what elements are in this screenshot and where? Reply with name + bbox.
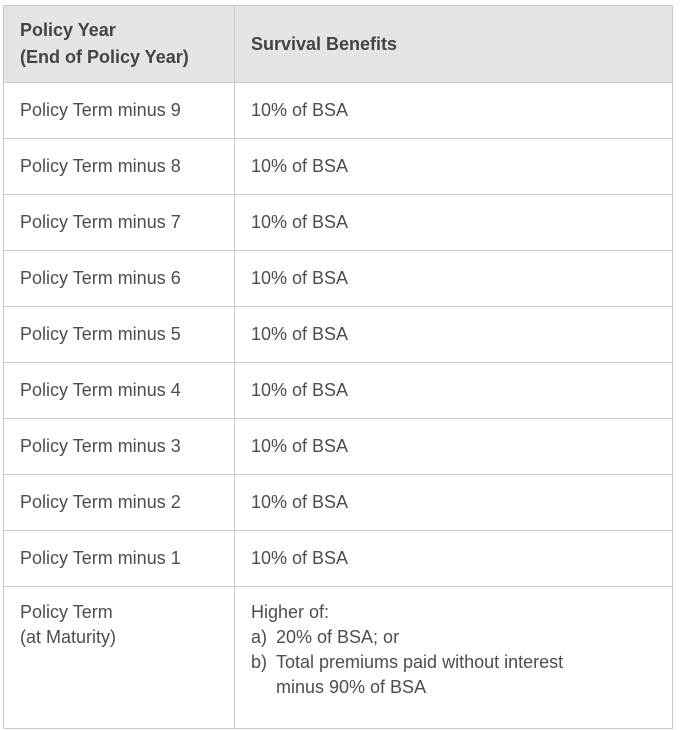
policy-year-cell: Policy Term minus 7 [4,195,235,251]
table-row [4,475,673,531]
benefit-cell: 10% of BSA [235,419,673,475]
benefit-cell: 10% of BSA [235,195,673,251]
policy-year-cell: Policy Term minus 5 [4,307,235,363]
table-row [4,531,673,587]
benefit-option-text: Total premiums paid without interest minus 90% of BSA [276,652,564,697]
benefit-options-list [251,625,656,700]
benefit-cell: 10% of BSA [235,251,673,307]
header-policy-year [4,6,235,83]
table-header-row [4,6,673,83]
benefit-option [251,625,656,650]
maturity-line1: Policy Term [20,602,113,622]
policy-year-cell: Policy Term minus 1 [4,531,235,587]
policy-year-cell: Policy Term minus 6 [4,251,235,307]
benefit-cell: 10% of BSA [235,363,673,419]
table-row [4,139,673,195]
policy-year-cell-maturity [4,587,235,729]
header-policy-year-line2: (End of Policy Year) [20,47,189,67]
table-row [4,83,673,139]
policy-year-cell: Policy Term minus 9 [4,83,235,139]
table-row [4,307,673,363]
benefit-cell-maturity [235,587,673,729]
benefit-cell: 10% of BSA [235,475,673,531]
header-survival-benefits: Survival Benefits [235,6,673,83]
table-row-maturity [4,587,673,729]
benefit-cell: 10% of BSA [235,139,673,195]
survival-benefits-table-container [3,5,672,729]
benefit-option [251,650,656,700]
policy-year-cell: Policy Term minus 8 [4,139,235,195]
policy-year-cell: Policy Term minus 2 [4,475,235,531]
benefit-option-text: 20% of BSA; or [276,627,400,647]
table-row [4,363,673,419]
table-row [4,419,673,475]
benefit-option-marker: a) [251,627,268,647]
header-policy-year-line1: Policy Year [20,20,116,40]
policy-year-cell: Policy Term minus 3 [4,419,235,475]
maturity-line2: (at Maturity) [20,627,117,647]
table-row [4,251,673,307]
benefit-cell: 10% of BSA [235,83,673,139]
policy-year-cell: Policy Term minus 4 [4,363,235,419]
benefit-cell: 10% of BSA [235,307,673,363]
benefit-cell: 10% of BSA [235,531,673,587]
benefit-option-marker: b) [251,652,268,672]
table-row [4,195,673,251]
survival-benefits-table [3,5,673,729]
benefit-intro: Higher of: [251,602,330,622]
